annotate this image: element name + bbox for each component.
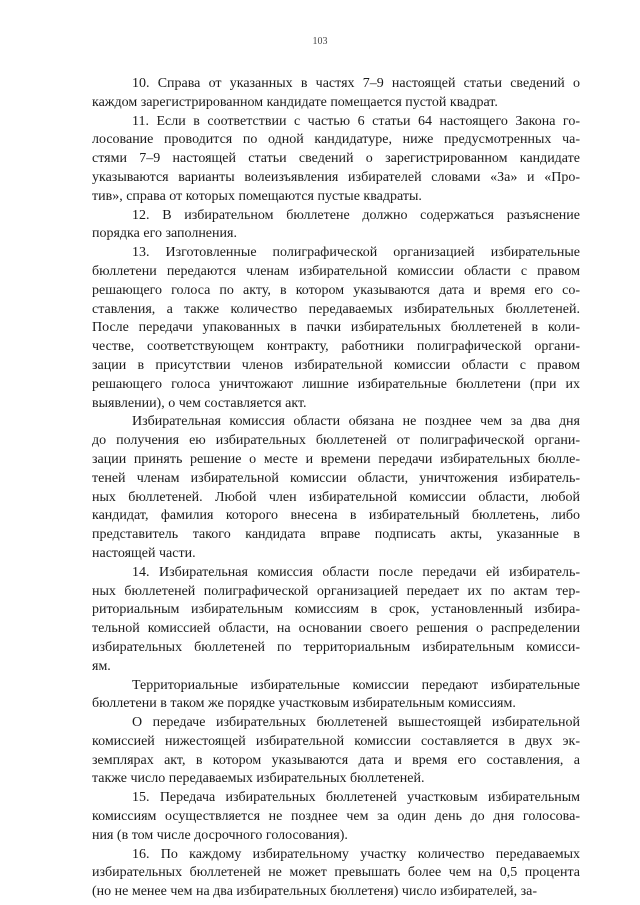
text-line: комиссией нижестоящей избирательной комиссии составляется в двух эк- — [92, 733, 580, 749]
paragraph-p16 — [92, 846, 580, 902]
text-line: также число передаваемых избирательных бюллетеней. — [92, 771, 425, 787]
paragraph-p13b — [92, 413, 580, 563]
paragraph-p13 — [92, 244, 580, 413]
text-line: Избирательная комиссия области обязана не позднее чем за два дня — [132, 414, 580, 430]
text-line: ставления, а также количество передаваемых избирательных бюллетеней. — [92, 301, 580, 317]
paragraph-p14c — [92, 714, 580, 789]
text-line: бюллетени в таком же порядке участковым избирательным комиссиям. — [92, 696, 516, 712]
text-line: После передачи упакованных в пачки избирательных бюллетеней в коли- — [92, 320, 580, 336]
text-line: порядка его заполнения. — [92, 226, 237, 242]
text-line: риториальным избирательным комиссиям в срок, установленный избира- — [92, 602, 580, 618]
text-line: избирательных бюллетеней по территориальным избирательным комисси- — [92, 639, 580, 655]
text-line: избирательных бюллетеней не может превышать более чем на 0,5 процента — [92, 865, 580, 881]
text-line: ния (в том числе досрочного голосования). — [92, 827, 348, 843]
paragraph-p14 — [92, 564, 580, 677]
text-line: 15. Передача избирательных бюллетеней участковым избирательным — [132, 790, 580, 806]
text-line: до получения ею избирательных бюллетеней от полиграфической органи- — [92, 433, 580, 449]
text-line: Территориальные избирательные комиссии передают избирательные — [132, 677, 580, 693]
text-line: кандидат, фамилия которого внесена в избирательный бюллетень, либо — [92, 508, 580, 524]
text-line: зации в присутствии членов избирательной комиссии области с правом — [92, 357, 580, 373]
text-line: 11. Если в соответствии с частью 6 статьи 64 настоящего Закона го- — [132, 113, 580, 129]
text-line: 13. Изготовленные полиграфической организацией избирательные — [132, 245, 580, 261]
paragraph-p15 — [92, 789, 580, 845]
text-line: настоящей части. — [92, 545, 196, 561]
text-line: ных бюллетеней полиграфической организацией передает их по актам тер- — [92, 583, 580, 599]
text-line: лосование проводится по одной кандидатуре, ниже предусмотренных ча- — [92, 132, 580, 148]
page-number: 103 — [312, 36, 328, 47]
text-line: бюллетени передаются членам избирательной комиссии области с правом — [92, 263, 580, 279]
text-line: представитель такого кандидата вправе подписать акты, указанные в — [92, 527, 580, 543]
text-line: выявлении), о чем составляется акт. — [92, 395, 307, 411]
paragraph-p10 — [92, 75, 580, 113]
text-line: решающего голоса уничтожают лишние избирательные бюллетени (при их — [92, 376, 580, 392]
text-line: земплярах акт, в котором указываются дата и время его составления, а — [92, 752, 580, 768]
paragraph-p14b — [92, 677, 580, 715]
text-line: (но не менее чем на два избирательных бюллетеня) число избирателей, за- — [92, 884, 538, 900]
paragraph-p12 — [92, 207, 580, 245]
text-line: честве, соответствующем контракту, работники полиграфической органи- — [92, 339, 580, 355]
text-line: 10. Справа от указанных в частях 7–9 настоящей статьи сведений о — [132, 76, 580, 91]
text-line: указываются варианты волеизъявления избирателей словами «За» и «Про- — [92, 169, 580, 185]
text-line: 14. Избирательная комиссия области после передачи ей избиратель- — [132, 564, 580, 580]
text-line: зации принять решение о месте и времени передачи избирательных бюлле- — [92, 451, 580, 467]
text-line: решающего голоса по акту, в котором указываются дата и время его со- — [92, 282, 580, 298]
document-body — [92, 75, 580, 902]
text-line: ям. — [92, 658, 111, 674]
text-line: комиссиям осуществляется не позднее чем за один день до дня голосова- — [92, 809, 580, 825]
text-line: 12. В избирательном бюллетене должно содержаться разъяснение — [132, 207, 580, 223]
paragraph-p11 — [92, 113, 580, 207]
text-line: тив», справа от которых помещаются пустые квадраты. — [92, 188, 422, 204]
text-line: теней членам избирательной комиссии области, уничтожения избиратель- — [92, 470, 580, 486]
text-line: тельной комиссией области, на основании своего решения о распределении — [92, 621, 580, 637]
text-line: стями 7–9 настоящей статьи сведений о зарегистрированном кандидате — [92, 151, 580, 167]
text-line: ных бюллетеней. Любой член избирательной комиссии области, любой — [92, 489, 580, 505]
text-line: каждом зарегистрированном кандидате помещается пустой квадрат. — [92, 94, 498, 110]
text-line: 16. По каждому избирательному участку количество передаваемых — [132, 846, 580, 862]
text-line: О передаче избирательных бюллетеней вышестоящей избирательной — [132, 715, 580, 731]
